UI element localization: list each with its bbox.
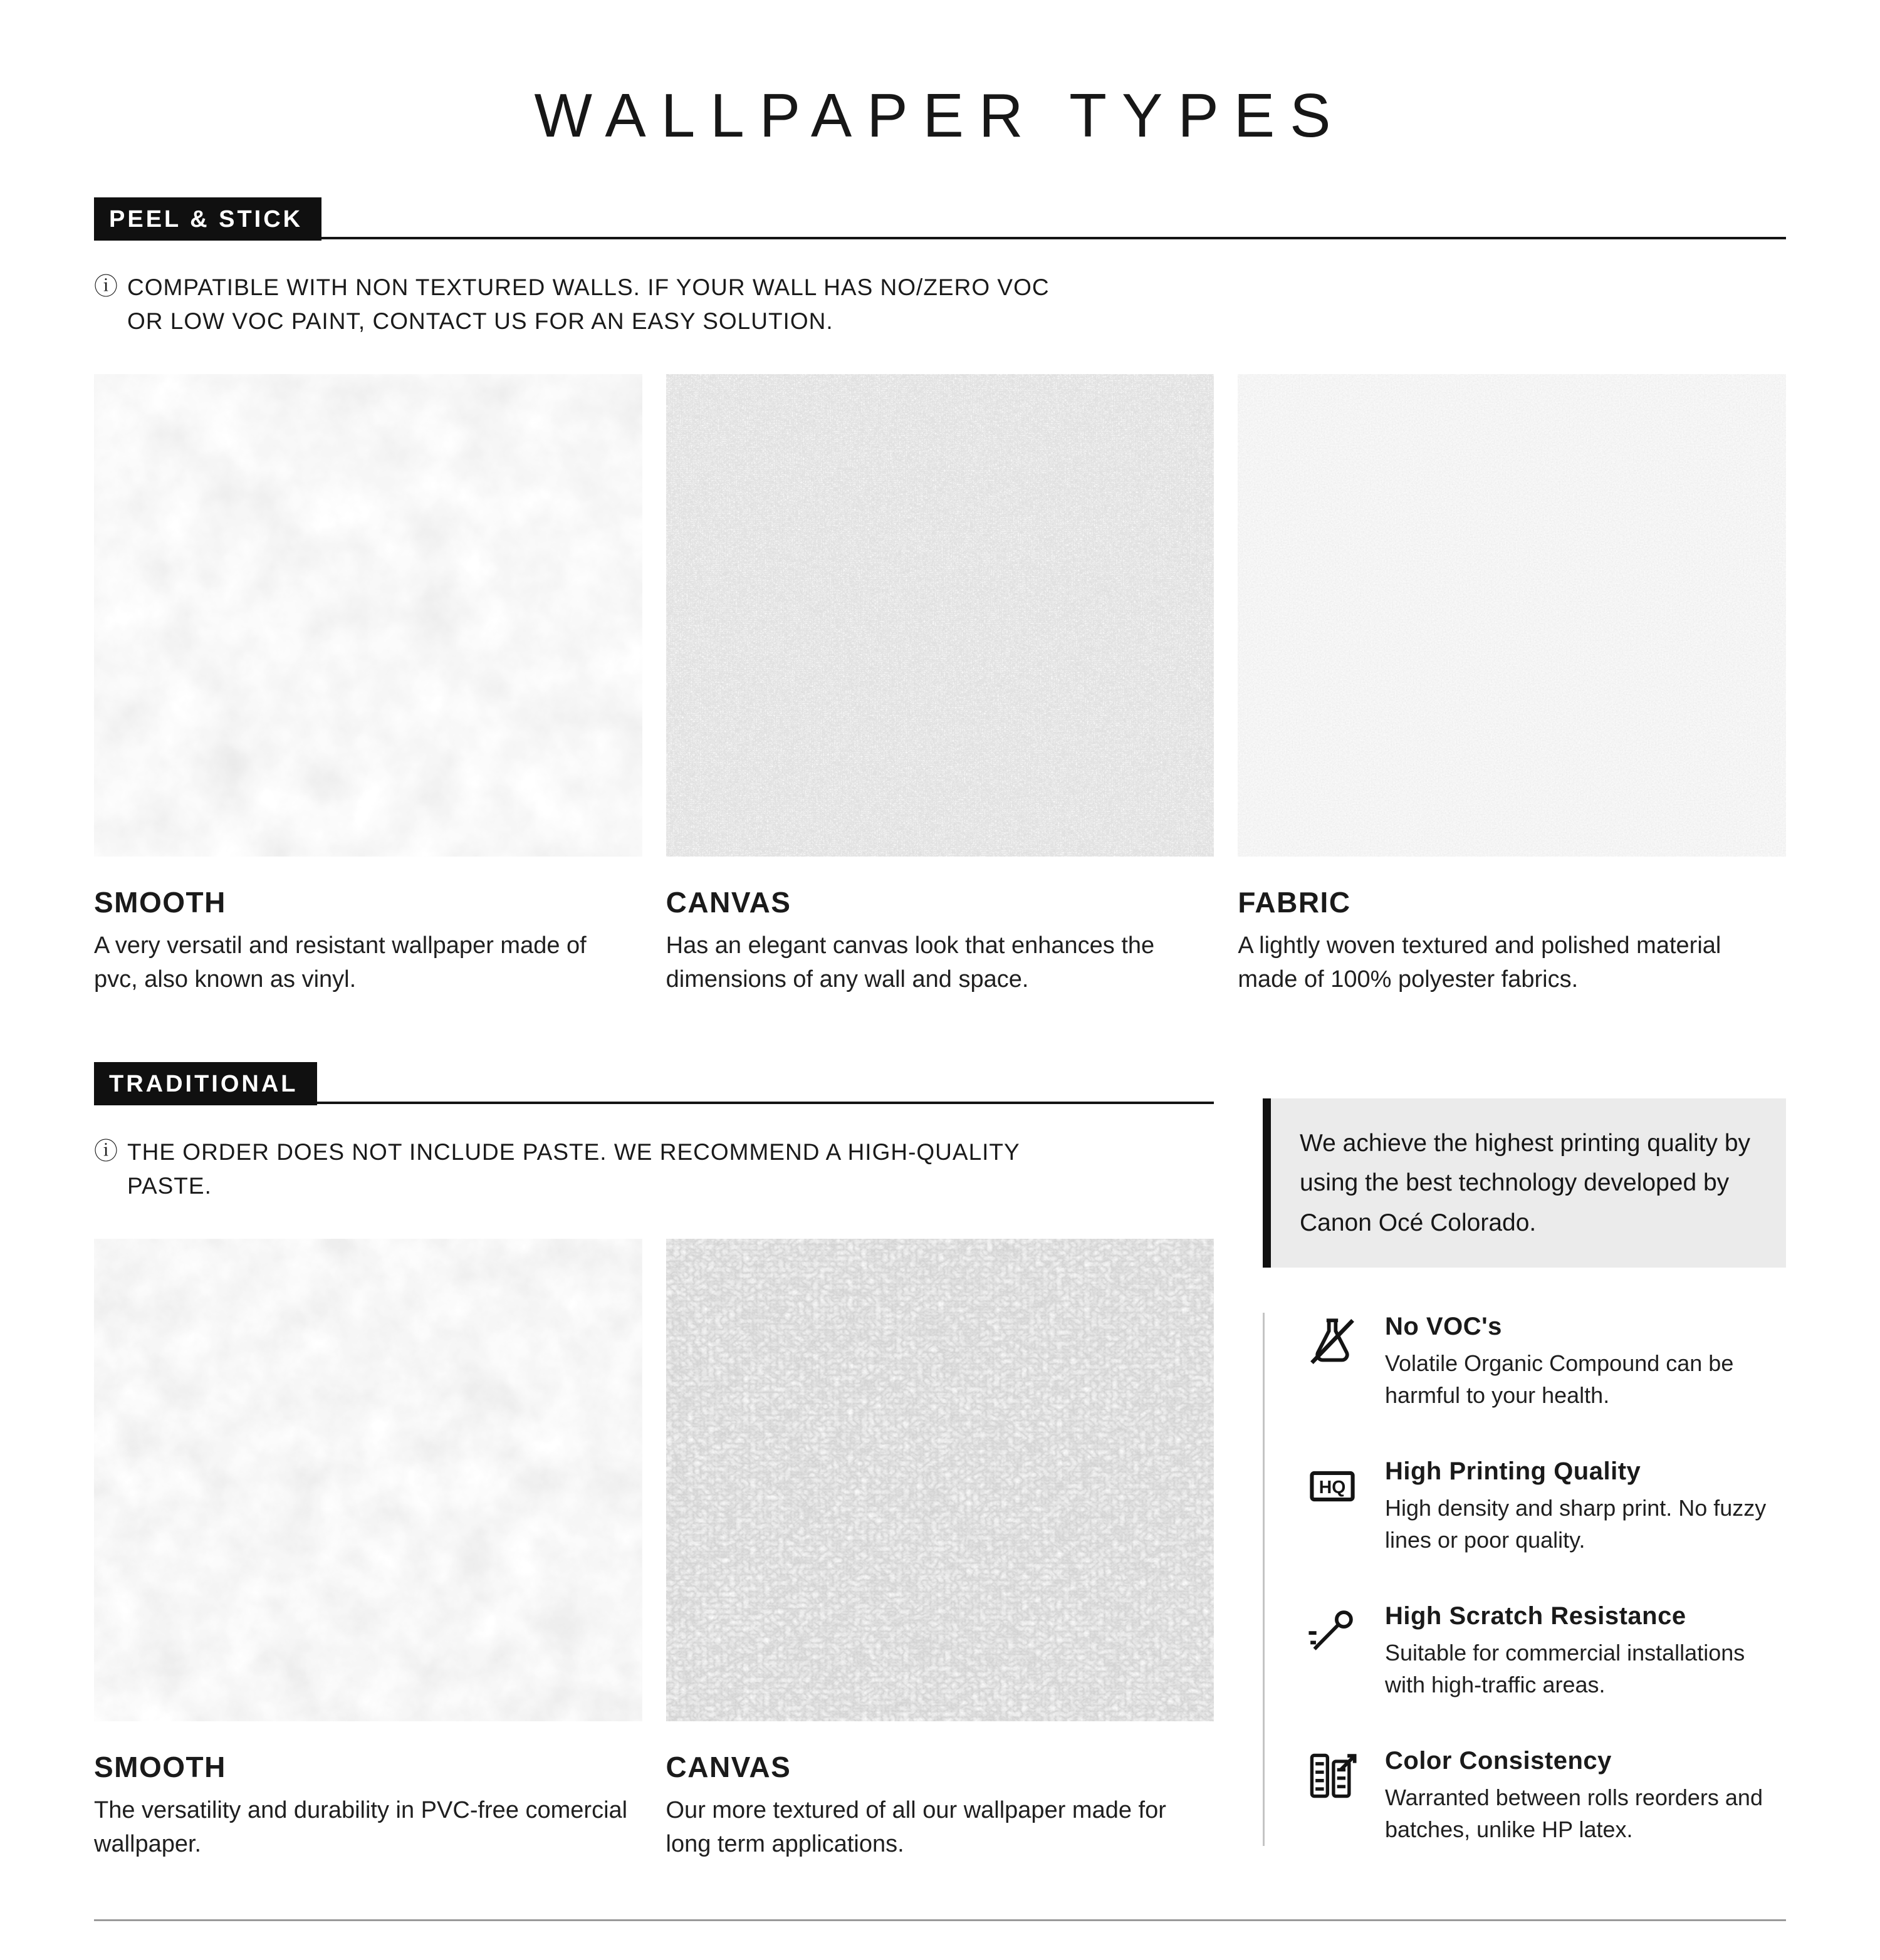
type-description: Our more textured of all our wallpaper made for long term applications. <box>666 1797 1166 1858</box>
type-name: CANVAS <box>666 886 791 919</box>
no-voc-icon <box>1303 1313 1361 1370</box>
svg-text:HQ: HQ <box>1319 1478 1346 1498</box>
type-name: CANVAS <box>666 1751 791 1784</box>
page-title: WALLPAPER TYPES <box>534 81 1346 150</box>
type-card-smooth-traditional <box>94 1239 642 1862</box>
bottom-divider <box>94 1919 1786 1921</box>
peel-stick-note-text: COMPATIBLE WITH NON TEXTURED WALLS. IF YOUR WALL HAS NO/ZERO VOC OR LOW VOC PAINT, CONTACT US FOR AN EASY SOLUTION. <box>127 274 1050 334</box>
type-description: Has an elegant canvas look that enhances the dimensions of any wall and space. <box>666 932 1155 993</box>
traditional-label: TRADITIONAL <box>94 1062 317 1105</box>
traditional-note-text: THE ORDER DOES NOT INCLUDE PASTE. WE RECOMMEND A HIGH-QUALITY PASTE. <box>127 1139 1020 1199</box>
wallpaper-types-page <box>0 80 1880 1960</box>
peel-stick-header <box>94 197 1786 241</box>
feature-description: High density and sharp print. No fuzzy lines or poor quality. <box>1385 1494 1767 1553</box>
hq-icon <box>1303 1457 1361 1515</box>
feature-color-consistency <box>1303 1747 1786 1845</box>
fabric-texture-svg <box>1238 374 1786 857</box>
type-name: SMOOTH <box>94 1751 226 1784</box>
type-name: FABRIC <box>1238 886 1351 919</box>
feature-text <box>1385 1747 1773 1845</box>
feature-scratch-resistance <box>1303 1602 1786 1701</box>
peel-stick-section <box>94 197 1786 997</box>
feature-title: No VOC's <box>1385 1312 1502 1340</box>
smooth-traditional-texture-svg <box>94 1239 642 1721</box>
feature-title: Color Consistency <box>1385 1747 1612 1775</box>
feature-description: Warranted between rolls reorders and batches, unlike HP latex. <box>1385 1785 1763 1843</box>
canvas-texture-svg <box>666 374 1214 857</box>
traditional-note <box>94 1135 1214 1202</box>
feature-title: High Printing Quality <box>1385 1457 1641 1485</box>
feature-high-printing-quality <box>1303 1457 1786 1556</box>
feature-text <box>1385 1457 1773 1556</box>
quality-column <box>1263 1062 1786 1862</box>
traditional-type-row <box>94 1239 1214 1862</box>
type-name: SMOOTH <box>94 886 226 919</box>
scratch-resistance-icon <box>1303 1602 1361 1660</box>
feature-title: High Scratch Resistance <box>1385 1602 1686 1630</box>
peel-stick-label: PEEL & STICK <box>94 197 321 241</box>
color-consistency-icon <box>1303 1747 1361 1805</box>
type-card-canvas <box>666 374 1214 997</box>
info-icon: ⓘ <box>94 274 119 300</box>
type-card-fabric <box>1238 374 1786 997</box>
fabric-texture-image <box>1238 374 1786 857</box>
feature-description: Suitable for commercial installations with high-traffic areas. <box>1385 1640 1745 1698</box>
canvas-traditional-texture-svg <box>666 1239 1214 1721</box>
type-description: A lightly woven textured and polished material made of 100% polyester fabrics. <box>1238 932 1721 993</box>
feature-no-voc <box>1303 1313 1786 1411</box>
feature-text <box>1385 1602 1773 1701</box>
traditional-section <box>94 1062 1214 1862</box>
traditional-header <box>94 1062 1214 1105</box>
smooth-texture-image <box>94 374 642 857</box>
info-icon: ⓘ <box>94 1139 119 1165</box>
canvas-texture-image <box>666 374 1214 857</box>
type-description: The versatility and durability in PVC-free comercial wallpaper. <box>94 1797 628 1858</box>
feature-text <box>1385 1313 1773 1411</box>
bottom-area <box>94 1062 1786 1862</box>
smooth-texture-svg <box>94 374 642 857</box>
feature-description: Volatile Organic Compound can be harmful to your health. <box>1385 1350 1734 1408</box>
peel-stick-type-row <box>94 374 1786 997</box>
peel-stick-note <box>94 271 1786 338</box>
printing-quality-callout: We achieve the highest printing quality by using the best technology developed by Canon Océ Colorado. <box>1263 1098 1786 1268</box>
type-card-smooth <box>94 374 642 997</box>
canvas-traditional-texture-image <box>666 1239 1214 1721</box>
type-description: A very versatil and resistant wallpaper made of pvc, also known as vinyl. <box>94 932 587 993</box>
feature-list <box>1263 1313 1786 1846</box>
smooth-traditional-texture-image <box>94 1239 642 1721</box>
peel-stick-rule <box>321 237 1786 239</box>
traditional-rule <box>317 1102 1214 1104</box>
type-card-canvas-traditional <box>666 1239 1214 1862</box>
